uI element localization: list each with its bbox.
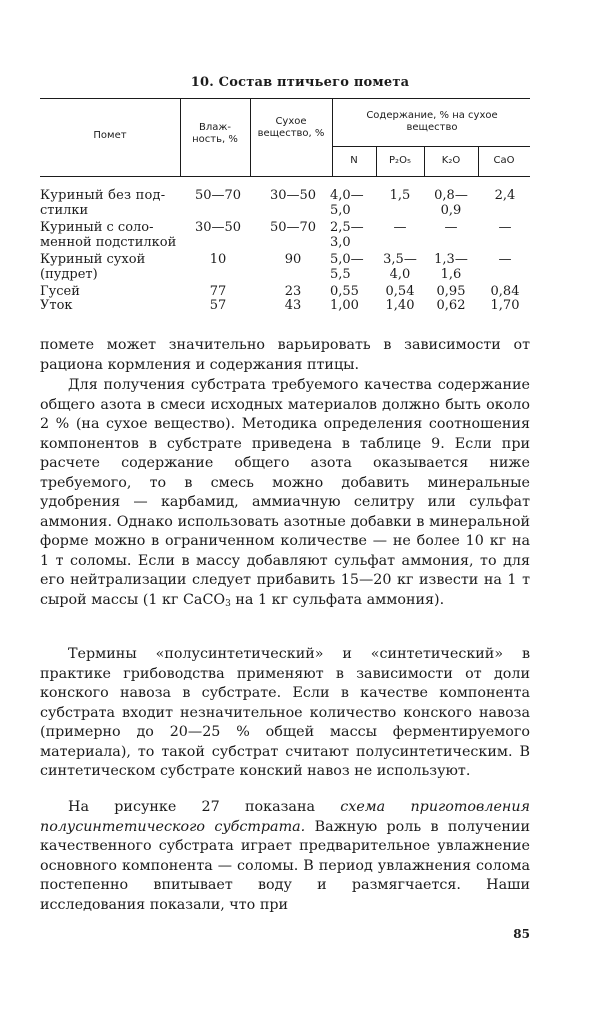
row-n: 4,0— 5,0 — [330, 188, 364, 218]
row-k2o: 0,62 — [436, 298, 466, 313]
row-cao: — — [498, 220, 512, 235]
table-title: 10. Состав птичьего помета — [190, 75, 410, 90]
row-k2o: — — [444, 220, 458, 235]
row-dry-matter: 50—70 — [269, 220, 317, 235]
paragraph: помете может значительно варьировать в зависимости от рациона кормления и содержания птицы. — [40, 337, 530, 373]
row-cao: 0,84 — [490, 284, 520, 299]
row-name: Уток — [40, 298, 73, 313]
row-p2o5: 1,5 — [389, 188, 411, 203]
row-n: 2,5— 3,0 — [330, 220, 364, 250]
row-p2o5: — — [393, 220, 407, 235]
row-n: 0,55 — [330, 284, 359, 299]
header-p2o5: P₂O₅ — [389, 155, 411, 166]
row-moisture: 50—70 — [194, 188, 242, 203]
subheader-rule — [332, 146, 530, 147]
table-header-bottom-rule — [40, 176, 530, 177]
row-k2o: 1,3— 1,6 — [434, 252, 468, 282]
paragraph: Для получения субстрата требуемого качества содержание общего азота в смеси исходных материалов должно быть около 2 % (на сухое вещество). Методика определения соотношения компонентов в субстрате приведена в таблице 9. Если при расчете содержание общего азота оказывается ниже требуемого, то в смесь можно добавить минеральные удобрения — карбамид, аммиачную селитру или сульфат аммония. Однако использовать азотные добавки в минеральной форме можно в ограниченном количестве — не более 10 кг на 1 т соломы. Если в массу добавляют сульфат аммония, то для его нейтрализации следует прибавить 15—20 кг извести на 1 т сырой массы (1 кг CaCO$_3$ на 1 кг сульфата аммония). — [40, 377, 530, 609]
row-p2o5: 0,54 — [385, 284, 415, 299]
header-moisture: Влаж-ность, % — [192, 122, 238, 145]
table-top-rule — [40, 98, 530, 99]
paragraph: На рисунке 27 показана схема приготовления полусинтетического субстрата. Важную роль в получении качественного субстрата играет предварительное увлажнение основного компонента — соломы. В период увлажнения солома постепенно впитывает воду и размягчается. Наши исследования показали, что при — [40, 799, 531, 913]
row-moisture: 77 — [209, 284, 227, 299]
row-dry-matter: 43 — [284, 298, 302, 313]
header-k2o: K₂O — [441, 155, 461, 166]
header-content-group: Содержание, % на сухое вещество — [366, 110, 498, 133]
row-cao: 2,4 — [494, 188, 516, 203]
row-name: Гусей — [40, 284, 80, 299]
row-k2o: 0,95 — [436, 284, 466, 299]
row-moisture: 10 — [209, 252, 227, 267]
row-cao: — — [498, 252, 512, 267]
row-p2o5: 3,5— 4,0 — [383, 252, 417, 282]
row-cao: 1,70 — [490, 298, 520, 313]
row-n: 5,0— 5,5 — [330, 252, 364, 282]
row-name: Куриный с соло- менной подстилкой — [40, 220, 177, 250]
header-dry-matter: Сухое вещество, % — [257, 116, 325, 139]
figure-reference: схема приготовления полусинтетического субстрата. — [40, 799, 531, 835]
header-cao: CaO — [493, 155, 515, 166]
row-n: 1,00 — [330, 298, 359, 313]
header-dropping: Помет — [93, 130, 127, 141]
row-dry-matter: 30—50 — [269, 188, 317, 203]
row-name: Куриный без под- стилки — [40, 188, 166, 218]
row-dry-matter: 23 — [284, 284, 302, 299]
column-separator — [250, 98, 251, 176]
row-dry-matter: 90 — [284, 252, 302, 267]
row-p2o5: 1,40 — [385, 298, 415, 313]
row-moisture: 57 — [209, 298, 227, 313]
header-n: N — [350, 155, 358, 166]
page-number: 85 — [513, 927, 530, 941]
row-moisture: 30—50 — [194, 220, 242, 235]
row-name: Куриный сухой (пудрет) — [40, 252, 146, 282]
row-k2o: 0,8— 0,9 — [434, 188, 468, 218]
column-separator — [180, 98, 181, 176]
composition-table — [40, 98, 530, 313]
paragraph: Термины «полусинтетический» и «синтетический» в практике грибоводства применяют в зависимости от доли конского навоза в субстрате. Если в качестве компонента субстрата входит незначительное количество конского навоза (примерно до 20—25 % общей массы ферментируемого материала), то такой субстрат считают полусинтетическим. В синтетическом субстрате конский навоз не используют. — [40, 646, 530, 779]
